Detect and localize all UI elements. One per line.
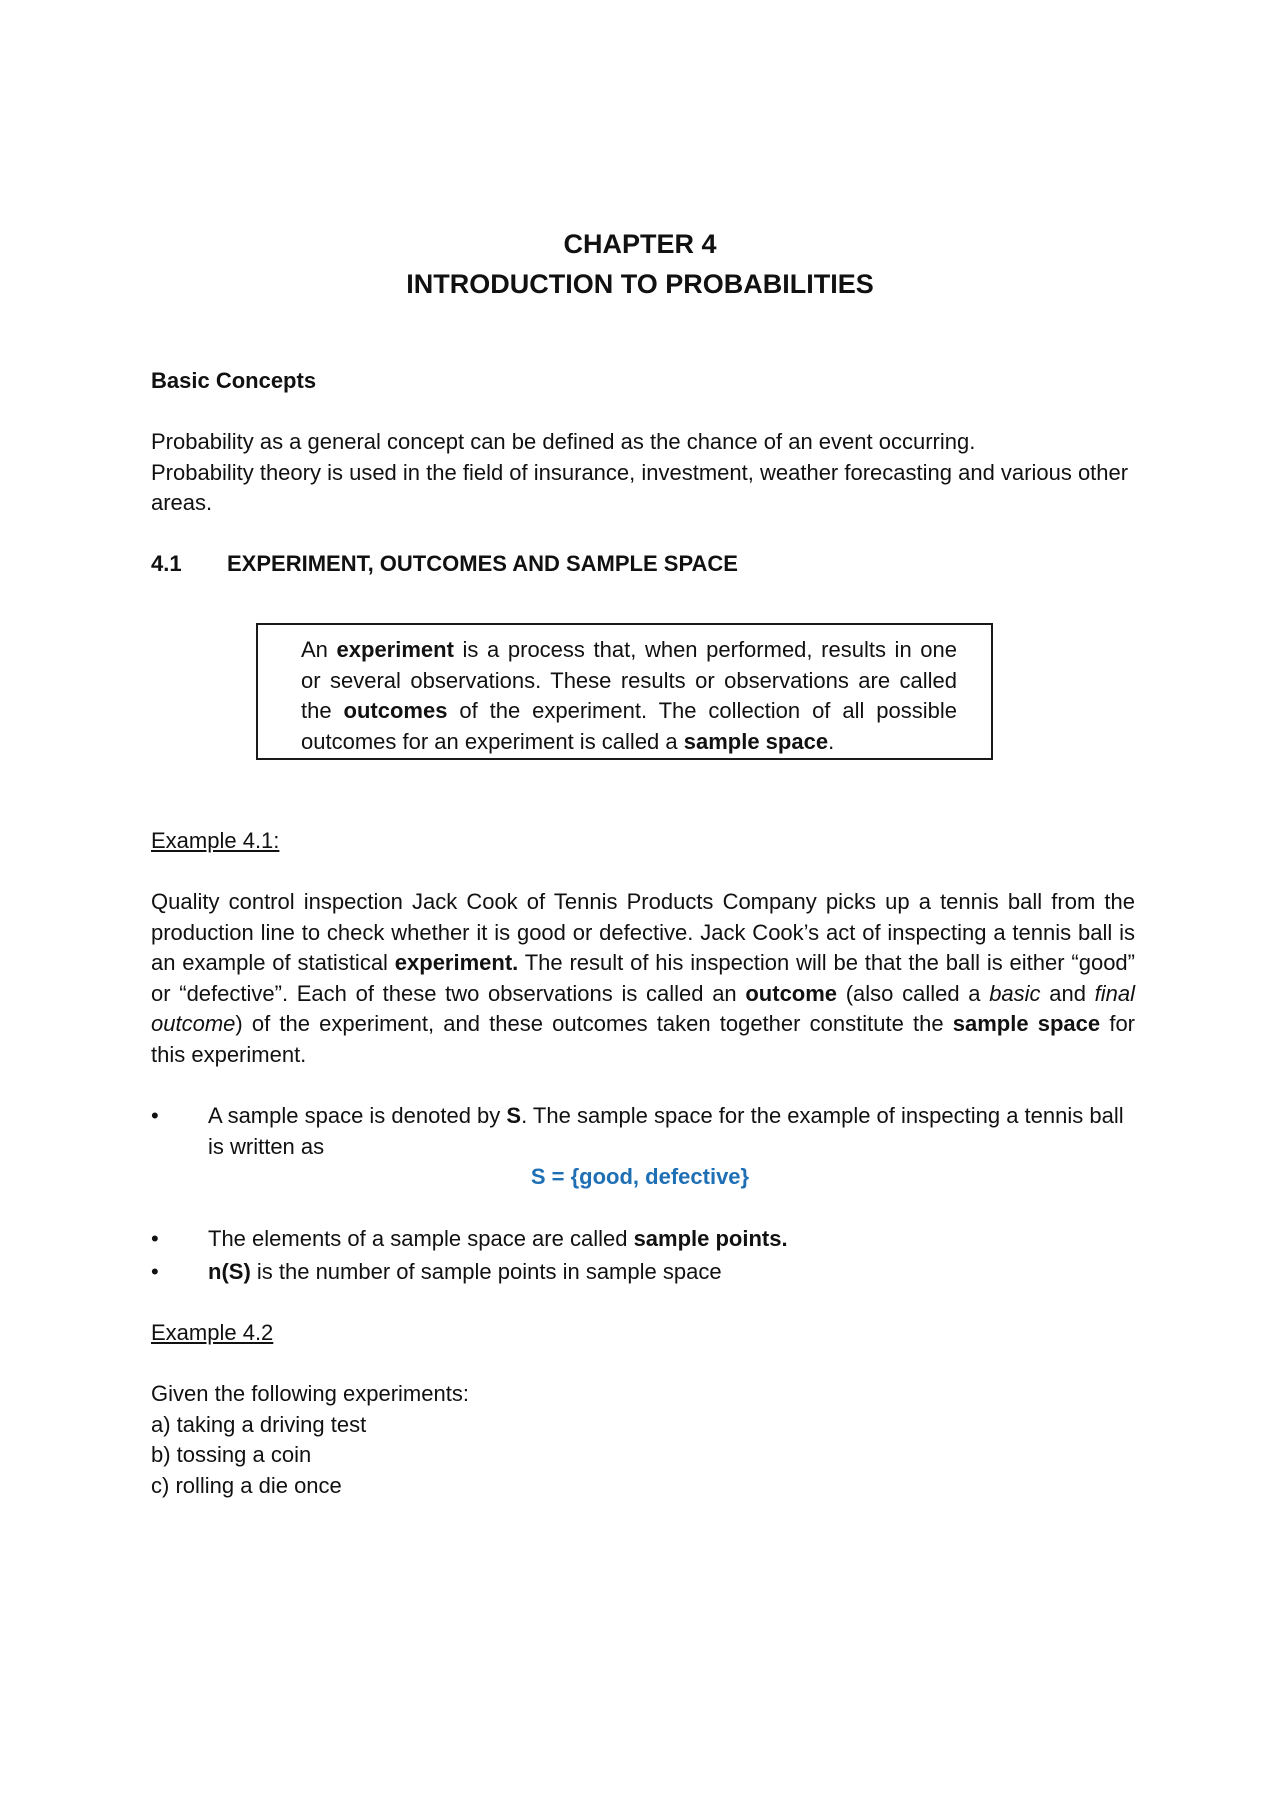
bullet-3-symbol: • xyxy=(151,1259,159,1284)
example-4-1-label: Example 4.1: xyxy=(151,828,280,853)
example-4-2-intro: Given the following experiments: xyxy=(151,1381,469,1406)
term-sample-space: sample space xyxy=(683,728,829,754)
section-number: 4.1 xyxy=(151,551,182,576)
bullet-2-symbol: • xyxy=(151,1226,159,1251)
basic-concepts-heading: Basic Concepts xyxy=(151,368,317,393)
term-outcomes: outcomes xyxy=(343,698,448,723)
example-4-2-label: Example 4.2 xyxy=(151,1320,274,1345)
intro-paragraph xyxy=(151,427,1135,519)
list-item: a) taking a driving test xyxy=(151,1411,367,1437)
chapter-title: INTRODUCTION TO PROBABILITIES xyxy=(406,269,874,299)
example-4-2-list xyxy=(151,1379,1135,1501)
sample-space-formula: S = {good, defective} xyxy=(530,1164,750,1189)
intro-line-2: Probability theory is used in the field of insurance, investment, weather forecasting and various other areas. xyxy=(151,459,1129,515)
example-4-1-paragraph: Quality control inspection Jack Cook of Tennis Products Company picks up a tennis ball from the production line to check whether it is good or defective. Jack Cook’s act of inspecting a tennis ball is an example of statistical experiment. The result of his inspection will be that the ball is either “good” or “defective”. Each of these two observations is called an outcome (also called a basic and final outcome) of the experiment, and these outcomes taken together constitute the sample space for this experiment. xyxy=(151,889,1136,1067)
bullet-3-text: n(S) is the number of sample points in sample space xyxy=(208,1259,722,1284)
definition-text: An experiment is a process that, when performed, results in one or several observations. These results or observations are called the outcomes of the experiment. The collection of all possible outcomes for an experiment is called a sample space. xyxy=(301,637,957,754)
section-title: EXPERIMENT, OUTCOMES AND SAMPLE SPACE xyxy=(227,551,738,576)
bullet-2-text: The elements of a sample space are called sample points. xyxy=(208,1226,788,1251)
bullet-1-text: A sample space is denoted by S. The sample space for the example of inspecting a tennis ball is written as xyxy=(208,1103,1124,1159)
term-experiment: experiment xyxy=(336,637,454,662)
bullet-1-symbol: • xyxy=(151,1103,159,1128)
chapter-number: CHAPTER 4 xyxy=(563,229,717,259)
list-item: b) tossing a coin xyxy=(151,1442,312,1467)
list-item: c) rolling a die once xyxy=(151,1472,342,1498)
intro-line-1: Probability as a general concept can be defined as the chance of an event occurring. xyxy=(151,429,976,454)
